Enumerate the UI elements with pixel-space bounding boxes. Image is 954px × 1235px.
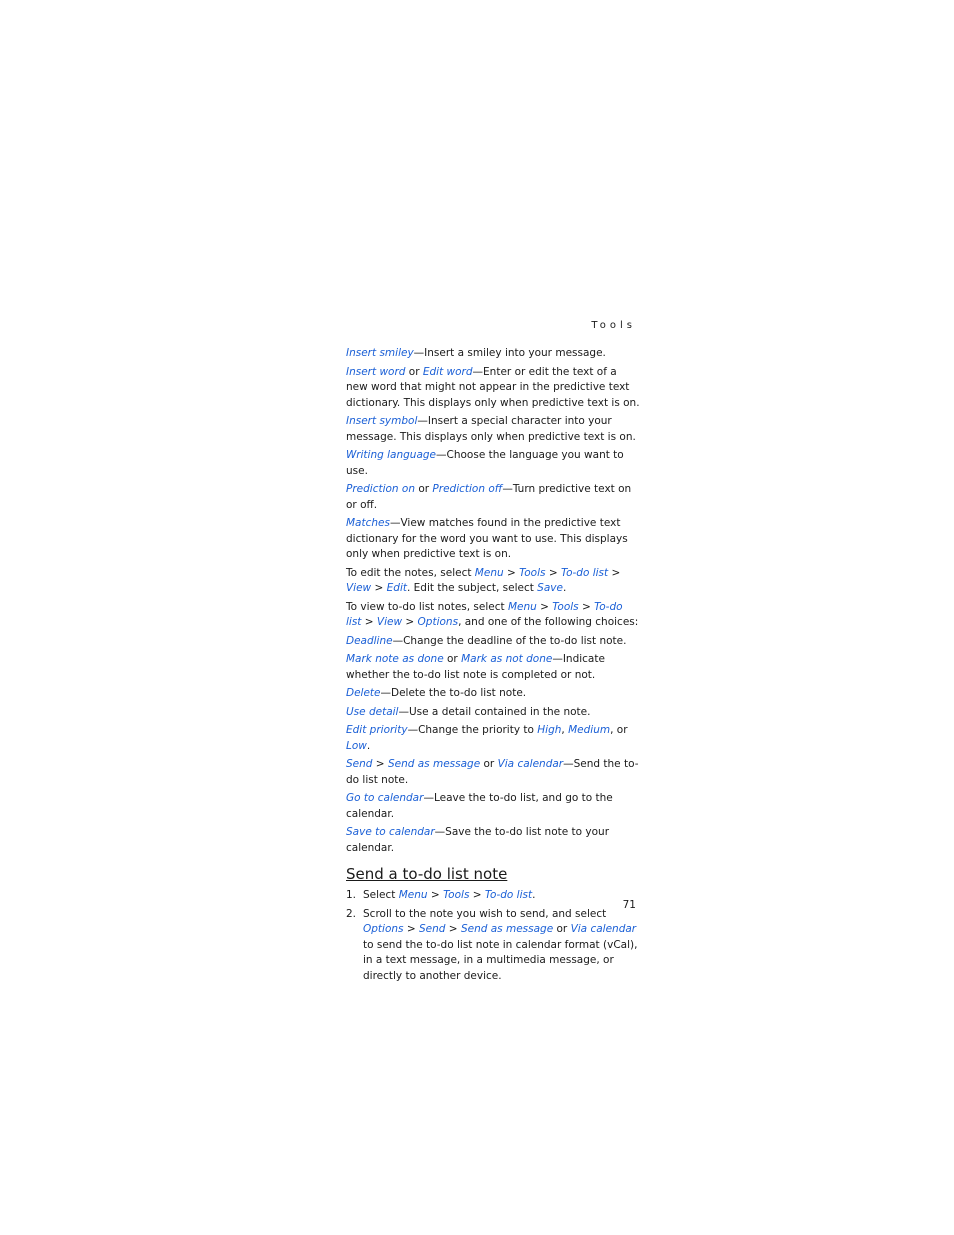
menu-command-text: View	[346, 582, 372, 594]
body-text: ,	[561, 724, 569, 736]
option-paragraph	[346, 757, 640, 788]
body-text: to send the to-do list note in calendar format (vCal), in a text message, in a multimedia message, or directly to another device.	[363, 938, 638, 982]
content-column	[346, 346, 640, 987]
menu-command-text: Send	[419, 923, 446, 935]
body-text: . Edit the subject, select	[406, 582, 538, 594]
body-text: .	[366, 739, 371, 752]
menu-command-text: Go to calendar	[346, 792, 424, 804]
option-paragraph	[346, 825, 640, 856]
menu-command-text: Medium	[568, 724, 611, 736]
option-paragraph	[346, 365, 640, 412]
menu-command-text: Tools	[443, 889, 470, 901]
body-text: —Delete the to-do list note.	[380, 687, 527, 699]
body-text: >	[536, 600, 553, 613]
option-paragraph	[346, 652, 640, 683]
body-text: or	[480, 758, 498, 770]
menu-command-text: To-do list	[346, 600, 623, 628]
menu-command-text: Writing language	[346, 449, 437, 461]
body-text: or	[553, 923, 571, 935]
body-text: >	[402, 616, 418, 628]
body-text: —Insert a smiley into your message.	[413, 347, 606, 359]
menu-command-text: Options	[363, 923, 404, 935]
body-text: —Leave the to-do list, and go to the calendar.	[346, 792, 613, 820]
body-text: .	[532, 889, 536, 901]
option-paragraph	[346, 346, 640, 362]
menu-command-text: Edit word	[422, 365, 473, 378]
body-text: To view to-do list notes, select	[346, 600, 508, 613]
body-text: >	[608, 566, 621, 579]
menu-command-text: Save	[537, 582, 563, 594]
menu-command-text: View	[376, 616, 403, 628]
menu-command-text: Tools	[552, 600, 579, 613]
menu-command-text: Low	[346, 739, 367, 752]
body-text: >	[445, 923, 461, 935]
menu-command-text: Delete	[346, 687, 381, 699]
menu-command-text: Edit priority	[346, 724, 408, 736]
menu-command-text: Send as message	[387, 758, 481, 770]
body-text: or	[443, 653, 462, 665]
option-paragraph	[346, 482, 640, 513]
body-text: , and one of the following choices:	[458, 616, 639, 628]
step-number: 2.	[346, 907, 357, 920]
menu-command-text: Matches	[346, 517, 390, 529]
menu-command-text: Insert symbol	[346, 415, 418, 427]
body-text: >	[403, 923, 419, 935]
option-paragraph	[346, 791, 640, 822]
menu-command-text: Send	[346, 758, 373, 770]
body-text: —Use a detail contained in the note.	[398, 705, 591, 718]
body-text: —Change the priority to	[407, 724, 538, 736]
menu-command-text: Use detail	[346, 705, 399, 718]
body-text: —Send the to-do list note.	[346, 758, 639, 786]
body-text: Select	[363, 889, 399, 901]
menu-command-text: Menu	[507, 600, 537, 613]
menu-command-text: Menu	[474, 566, 504, 579]
body-text: —Insert a special character into your message. This displays only when predictive text is on.	[346, 415, 636, 443]
body-text: —Indicate whether the to-do list note is completed or not.	[346, 653, 605, 681]
body-text: —Enter or edit the text of a new word that might not appear in the predictive text dictionary. This displays only when predictive text is on.	[346, 365, 640, 409]
step-number: 1.	[346, 889, 357, 901]
body-text: —Turn predictive text on or off.	[346, 483, 632, 511]
option-paragraph	[346, 448, 640, 479]
menu-command-text: Insert smiley	[346, 347, 414, 359]
menu-command-text: Via calendar	[497, 758, 564, 770]
menu-command-text: Mark note as done	[346, 653, 444, 665]
menu-command-text: Menu	[398, 889, 428, 901]
option-paragraph	[346, 516, 640, 563]
body-text: To edit the notes, select	[346, 566, 475, 579]
option-paragraph	[346, 634, 640, 650]
section-heading: Send a to-do list note	[346, 865, 508, 883]
menu-command-text: Insert word	[346, 365, 406, 378]
menu-command-text: Options	[417, 616, 459, 628]
option-paragraph	[346, 414, 640, 445]
body-text: >	[503, 566, 520, 579]
body-text: >	[545, 566, 561, 579]
body-text: , or	[610, 724, 628, 736]
menu-command-text: To-do list	[484, 889, 533, 901]
menu-command-text: Via calendar	[570, 923, 637, 935]
option-paragraph	[346, 686, 640, 702]
body-text: >	[372, 758, 388, 770]
body-text: —Change the deadline of the to-do list note.	[392, 634, 627, 647]
body-text: or	[415, 483, 433, 495]
menu-command-text: Save to calendar	[346, 826, 435, 838]
option-paragraph	[346, 600, 640, 631]
menu-command-text: Deadline	[346, 634, 393, 647]
body-text: >	[361, 616, 377, 628]
body-text: Scroll to the note you wish to send, and select	[363, 907, 607, 920]
body-text: >	[578, 600, 595, 613]
option-paragraph	[346, 723, 640, 754]
menu-command-text: Prediction off	[432, 483, 503, 495]
step-item	[346, 907, 640, 985]
option-paragraph	[346, 705, 640, 721]
menu-command-text: Edit	[386, 582, 407, 594]
body-text: >	[469, 889, 485, 901]
menu-command-text: Prediction on	[346, 483, 415, 495]
body-text: —Choose the language you want to use.	[346, 449, 624, 477]
page-number: 71	[622, 899, 636, 911]
menu-command-text: Mark as not done	[461, 653, 553, 665]
menu-command-text: High	[537, 724, 562, 736]
body-text: or	[405, 365, 423, 378]
menu-command-text: Send as message	[460, 923, 554, 935]
menu-command-text: To-do list	[560, 566, 609, 579]
body-text: >	[427, 889, 444, 901]
menu-command-text: Tools	[519, 566, 546, 579]
body-text: —Save the to-do list note to your calendar.	[346, 826, 610, 854]
body-text: .	[562, 582, 567, 594]
options-list	[346, 346, 640, 856]
body-text: —View matches found in the predictive text dictionary for the word you want to use. This displays only when predictive text is on.	[346, 517, 628, 560]
option-paragraph	[346, 566, 640, 597]
running-header: Tools	[591, 320, 636, 331]
body-text: >	[371, 582, 387, 594]
